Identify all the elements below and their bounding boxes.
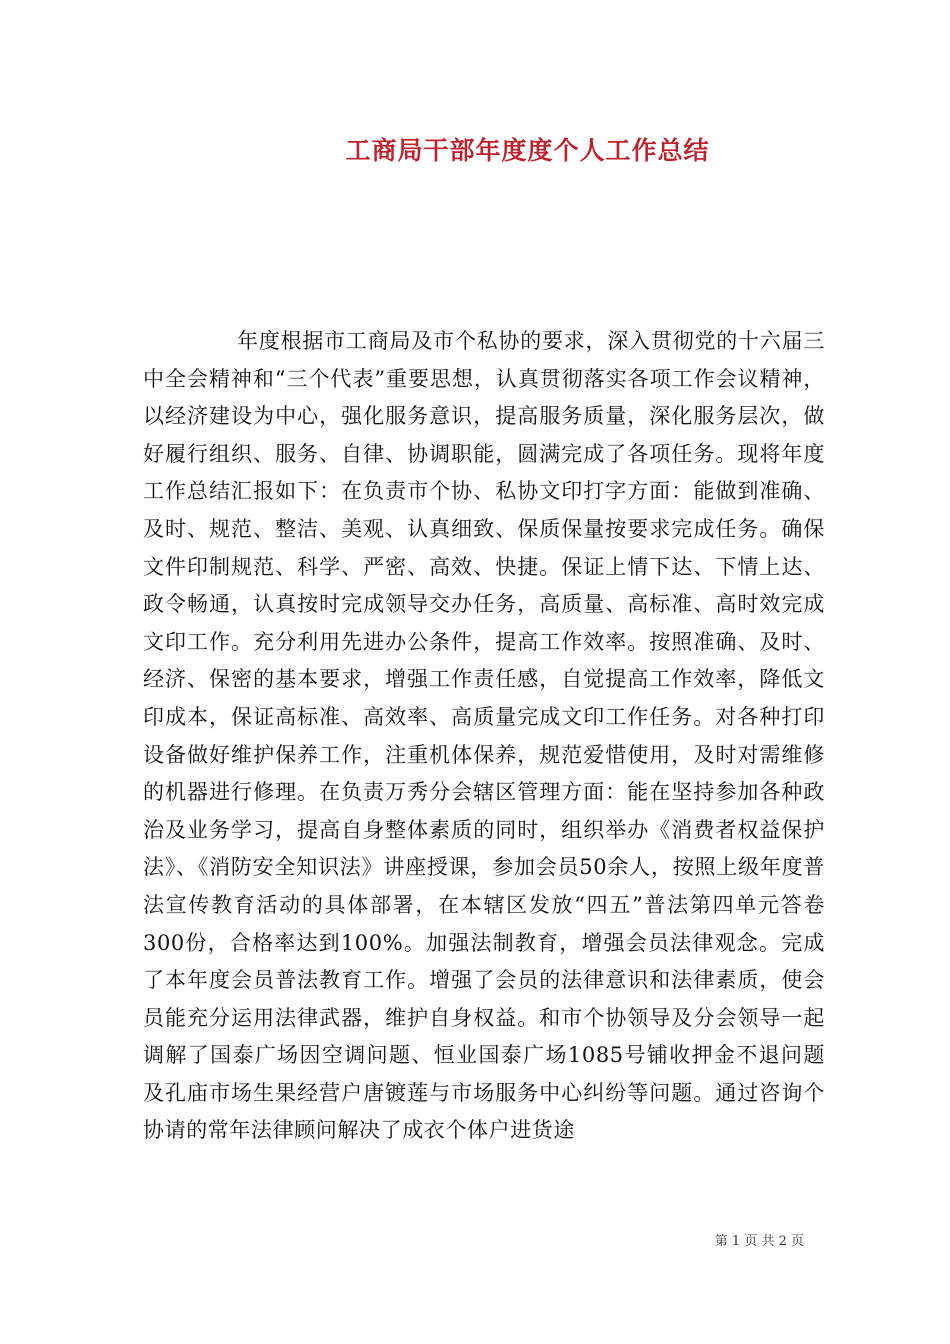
document-body-paragraph: 年度根据市工商局及市个私协的要求，深入贯彻党的十六届三中全会精神和“三个代表”重要思想，认真贯彻落实各项工作会议精神，以经济建设为中心，强化服务意识，提高服务质量，深化服务层次，做好履行组织、服务、自律、协调职能，圆满完成了各项任务。现将年度工作总结汇报如下：在负责市个协、私协文印打字方面：能做到准确、及时、规范、整洁、美观、认真细致、保质保量按要求完成任务。确保文件印制规范、科学、严密、高效、快捷。保证上情下达、下情上达、政令畅通，认真按时完成领导交办任务，高质量、高标准、高时效完成文印工作。充分利用先进办公条件，提高工作效率。按照准确、及时、经济、保密的基本要求，增强工作责任感，自觉提高工作效率，降低文印成本，保证高标准、高效率、高质量完成文印工作任务。对各种打印设备做好维护保养工作，注重机体保养，规范爱惜使用，及时对需维修的机器进行修理。在负责万秀分会辖区管理方面：能在坚持参加各种政治及业务学习，提高自身整体素质的同时，组织举办《消费者权益保护法》、《消防安全知识法》讲座授课，参加会员50余人，按照上级年度普法宣传教育活动的具体部署，在本辖区发放“四五”普法第四单元答卷300份，合格率达到100%。加强法制教育，增强会员法律观念。完成了本年度会员普法教育工作。增强了会员的法律意识和法律素质，使会员能充分运用法律武器，维护自身权益。和市个协领导及分会领导一起调解了国泰广场因空调问题、恒业国泰广场1085号铺收押金不退问题及孔庙市场生果经营户唐镀莲与市场服务中心纠纷等问题。通过咨询个协请的常年法律顾问解决了成衣个体户进货途 bbox=[143, 329, 825, 1143]
page-number-footer: 第 1 页 共 2 页 bbox=[714, 1234, 804, 1249]
document-title: 工商局干部年度度个人工作总结 bbox=[345, 136, 710, 165]
